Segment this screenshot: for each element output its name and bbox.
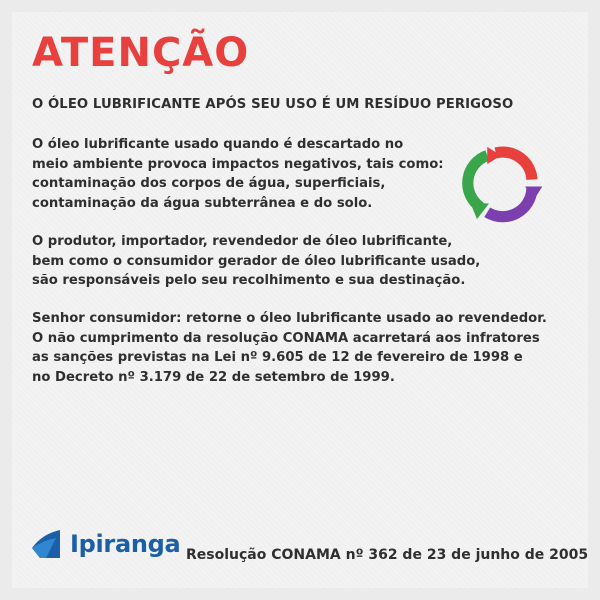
paragraph-line: bem como o consumidor gerador de óleo lubrificante usado, — [32, 253, 481, 269]
paragraph-responsibility — [32, 232, 480, 291]
paragraph-line: O produtor, importador, revendedor de óleo lubrificante, — [32, 234, 453, 249]
paragraph-line: contaminação dos corpos de água, superficiais, — [32, 176, 386, 191]
paragraph-line: são responsáveis pelo seu recolhimento e sua destinação. — [32, 273, 466, 288]
brand-name: Ipiranga — [70, 530, 181, 558]
paragraph-line: contaminação da água subterrânea e do solo. — [32, 195, 373, 211]
notice-subtitle: O ÓLEO LUBRIFICANTE APÓS SEU USO É UM RESÍDUO PERIGOSO — [32, 97, 514, 112]
ipiranga-logo — [30, 528, 180, 560]
paragraph-line: O óleo lubrificante usado quando é descartado no — [32, 137, 404, 152]
paragraph-line: no Decreto nº 3.179 de 22 de setembro de 1999. — [32, 369, 395, 385]
paragraph-line: Senhor consumidor: retorne o óleo lubrificante usado ao revendedor. — [32, 311, 547, 326]
paragraph-line: as sanções previstas na Lei nº 9.605 de 12 de fevereiro de 1998 e — [32, 350, 523, 365]
paragraph-consumer — [32, 309, 547, 387]
resolution-reference: Resolução CONAMA nº 362 de 23 de junho de 2005 — [186, 547, 589, 563]
recycle-cycle-icon — [458, 140, 544, 226]
page-title: ATENÇÃO — [32, 30, 250, 76]
paragraph-line: O não cumprimento da resolução CONAMA acarretará aos infratores — [32, 330, 540, 346]
ipiranga-logo-icon — [30, 528, 62, 560]
paragraph-impacts — [32, 135, 444, 213]
paragraph-line: meio ambiente provoca impactos negativos, tais como: — [32, 156, 444, 172]
